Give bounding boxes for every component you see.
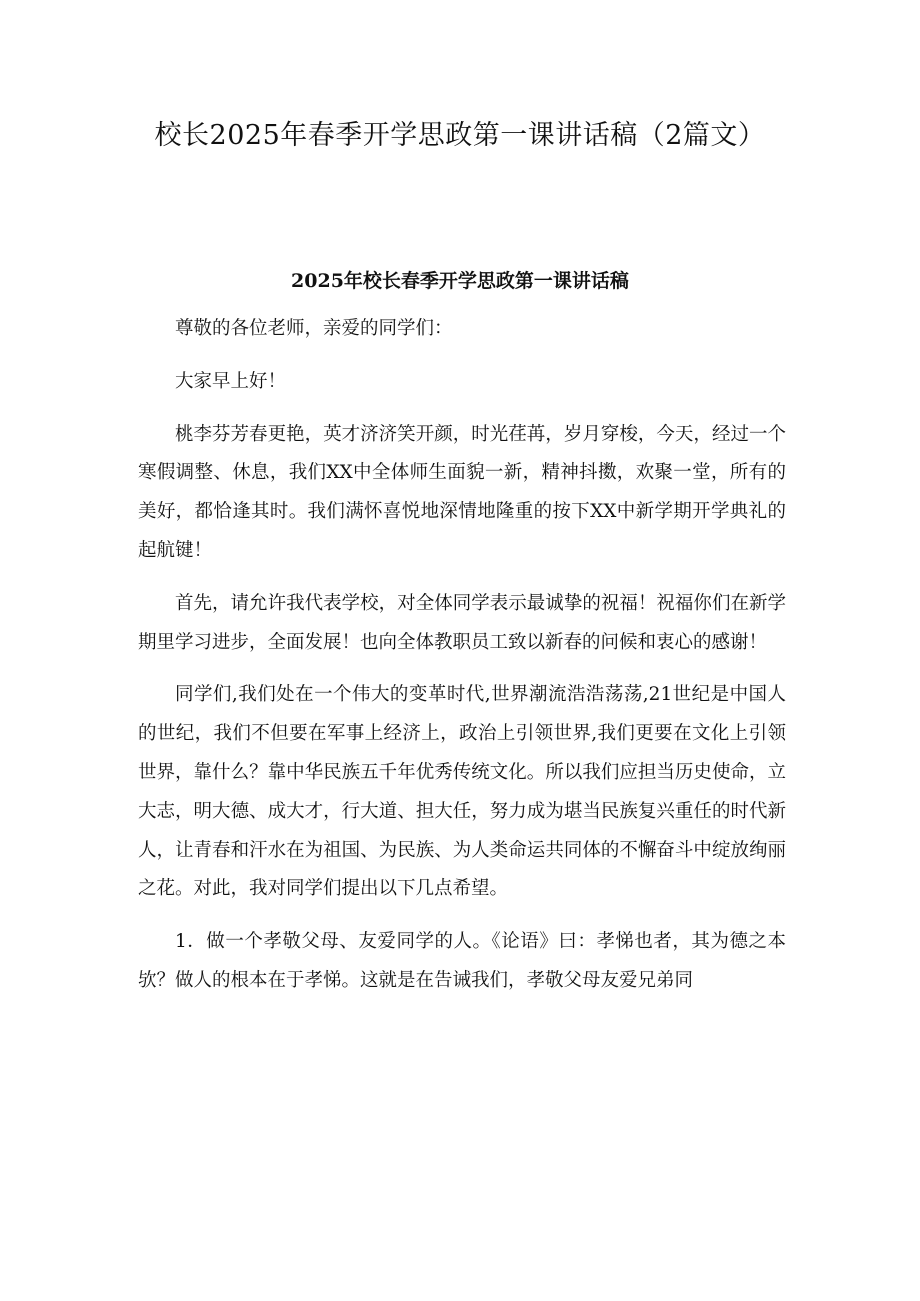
document-title: 校长2025年春季开学思政第一课讲话稿（2篇文） [154,120,766,151]
speech-body [138,310,786,1015]
speech-title: 2025年校长春季开学思政第一课讲话稿 [291,270,629,292]
body-paragraph: 1．做一个孝敬父母、友爱同学的人。《论语》曰：孝悌也者，其为德之本欤？做人的根本在于孝悌。这就是在告诫我们，孝敬父母友爱兄弟同 [138,931,786,991]
body-paragraph: 同学们,我们处在一个伟大的变革时代,世界潮流浩浩荡荡,21世纪是中国人的世纪，我们不但要在军事上经济上，政治上引领世界,我们更要在文化上引领世界，靠什么？靠中华民族五千年优秀传统文化。所以我们应担当历史使命，立大志，明大德、成大才，行大道、担大任，努力成为堪当民族复兴重任的时代新人，让青春和汗水在为祖国、为民族、为人类命运共同体的不懈奋斗中绽放绚丽之花。对此，我对同学们提出以下几点希望。 [138,684,786,900]
salutation-paragraph: 尊敬的各位老师，亲爱的同学们： [175,318,453,339]
body-paragraph: 桃李芬芳春更艳，英才济济笑开颜，时光荏苒，岁月穿梭，今天，经过一个寒假调整、休息，我们XX中全体师生面貌一新，精神抖擞，欢聚一堂，所有的美好，都恰逢其时。我们满怀喜悦地深情地隆重的按下XX中新学期开学典礼的起航键！ [138,423,786,561]
greeting-paragraph: 大家早上好！ [175,370,287,392]
body-paragraph: 首先，请允许我代表学校，对全体同学表示最诚挚的祝福！祝福你们在新学期里学习进步，全面发展！也向全体教职员工致以新春的问候和衷心的感谢！ [138,592,786,653]
